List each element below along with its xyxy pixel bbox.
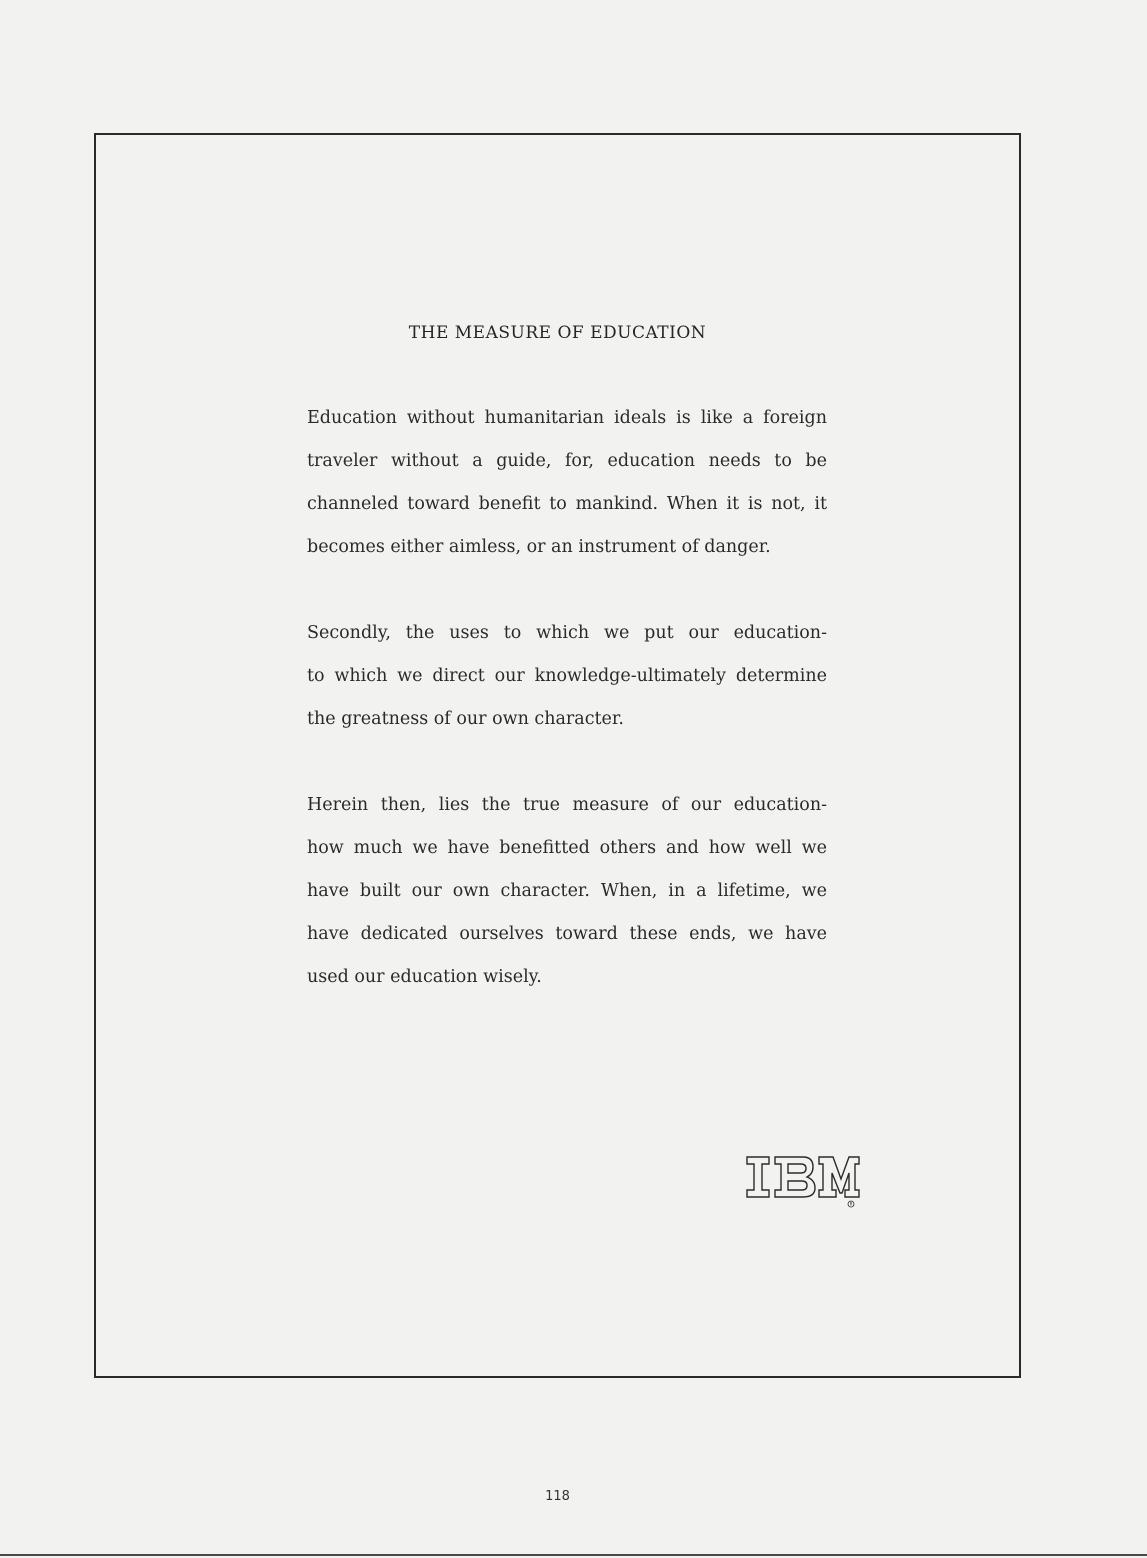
text-line: to which we direct our knowledge-ultimately determine <box>307 666 827 686</box>
text-line: Education without humanitarian ideals is like a foreign <box>307 408 827 428</box>
text-line: traveler without a guide, for, education needs to be <box>307 451 827 471</box>
text-line: have dedicated ourselves toward these ends, we have <box>307 924 827 944</box>
text-line: Herein then, lies the true measure of our education- <box>307 795 827 815</box>
text-line: have built our own character. When, in a lifetime, we <box>307 881 827 901</box>
page-number: 118 <box>545 1489 570 1504</box>
text-line: channeled toward benefit to mankind. When it is not, it <box>307 494 827 514</box>
paragraph-1 <box>307 397 827 569</box>
paragraph-2 <box>307 612 827 741</box>
page-title: THE MEASURE OF EDUCATION <box>408 323 707 343</box>
svg-text:R: R <box>849 1201 853 1207</box>
page-edge <box>0 1554 1147 1556</box>
text-line: becomes either aimless, or an instrument of danger. <box>307 537 771 557</box>
ibm-logo <box>745 1153 861 1209</box>
text-line: the greatness of our own character. <box>307 709 624 729</box>
text-line: Secondly, the uses to which we put our education- <box>307 623 827 643</box>
text-line: how much we have benefitted others and how well we <box>307 838 827 858</box>
page-frame <box>94 133 1021 1378</box>
text-line: used our education wisely. <box>307 967 542 987</box>
paragraph-3 <box>307 784 827 999</box>
body-text <box>307 397 827 1042</box>
